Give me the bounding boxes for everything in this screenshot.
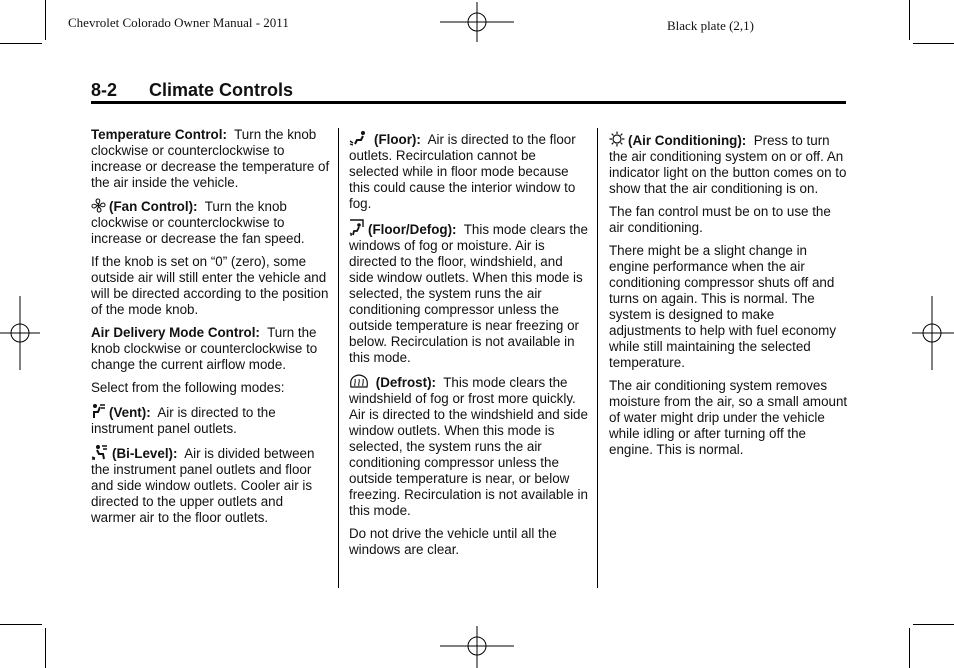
crop-mark xyxy=(0,43,42,44)
body-text: This mode clears the windshield of fog or frost more quickly. Air is directed to the windshield and side window outlets. When this mode is selected, the system runs the air conditioning compressor unless the outside temperature is near, or below freezing. Recirculation is not available in this mode. xyxy=(349,375,588,518)
column-divider xyxy=(338,128,339,588)
registration-mark-icon xyxy=(912,296,954,370)
paragraph: Select from the following modes: xyxy=(91,380,285,395)
registration-mark-icon xyxy=(440,2,514,42)
column-2 xyxy=(349,130,589,565)
term: (Defrost): xyxy=(375,375,436,390)
body-text: Air is directed to the instrument panel outlets. xyxy=(91,405,276,436)
column-1 xyxy=(91,127,331,533)
paragraph xyxy=(349,373,589,519)
bilevel-mode-icon xyxy=(91,444,109,460)
paragraph xyxy=(91,325,331,373)
crop-mark xyxy=(45,628,46,668)
paragraph xyxy=(91,198,331,247)
heading-rule xyxy=(91,101,846,104)
defrost-mode-icon xyxy=(349,373,369,389)
body-text: Air is directed to the floor outlets. Recirculation cannot be selected while in floor mode because this could cause the interior window to fog. xyxy=(349,132,576,211)
term: (Floor): xyxy=(374,132,421,147)
body-text: Turn the knob clockwise or counterclockwise to increase or decrease the temperature of the air inside the vehicle. xyxy=(91,127,330,190)
running-header-right: Black plate (2,1) xyxy=(667,18,754,33)
term: Temperature Control: xyxy=(91,127,227,142)
section-title: Climate Controls xyxy=(149,80,294,100)
body-text: This mode clears the windows of fog or moisture. Air is directed to the floor, windshield, and side window outlets. When this mode is selected, the system runs the air conditioning compressor unless the outside temperature is near freezing or below. Recirculation is not available in this mode. xyxy=(349,222,589,365)
crop-mark xyxy=(909,628,910,668)
crop-mark xyxy=(0,624,42,625)
registration-mark-icon xyxy=(0,296,40,370)
crop-mark xyxy=(913,43,954,44)
paragraph: There might be a slight change in engine performance when the air conditioning compressor shuts off and turns on again. This is normal. The system is designed to make adjustments to help with fuel economy while still maintaining the selected temperature. xyxy=(609,243,837,370)
fan-icon xyxy=(91,198,106,213)
term: (Fan Control): xyxy=(109,199,198,214)
paragraph xyxy=(91,403,331,437)
term: (Floor/Defog): xyxy=(368,222,457,237)
crop-mark xyxy=(45,0,46,40)
term: (Vent): xyxy=(109,405,151,420)
floor-defog-mode-icon xyxy=(349,219,365,236)
paragraph xyxy=(91,127,331,191)
paragraph: Do not drive the vehicle until all the windows are clear. xyxy=(349,526,557,557)
section-heading xyxy=(91,80,846,102)
section-number: 8-2 xyxy=(91,80,118,100)
crop-mark xyxy=(909,0,910,40)
body-text: Turn the knob clockwise or counterclockwise to increase or decrease the fan speed. xyxy=(91,199,305,246)
paragraph xyxy=(609,131,849,197)
paragraph: The fan control must be on to use the air conditioning. xyxy=(609,204,831,235)
body-text: Turn the knob clockwise or counterclockwise to change the current airflow mode. xyxy=(91,325,318,372)
vent-mode-icon xyxy=(91,403,106,419)
paragraph: The air conditioning system removes moisture from the air, so a small amount of water might drip under the vehicle while idling or after turning off the engine. This is normal. xyxy=(609,378,848,457)
registration-mark-icon xyxy=(440,626,514,668)
crop-mark xyxy=(913,624,954,625)
column-divider xyxy=(597,128,598,588)
term: (Bi-Level): xyxy=(112,446,178,461)
body-text: Air is divided between the instrument panel outlets and floor and side window outlets. Cooler air is directed to the upper outlets and warmer air to the floor outlets. xyxy=(91,446,315,525)
term: Air Delivery Mode Control: xyxy=(91,325,260,340)
paragraph: If the knob is set on “0” (zero), some outside air will still enter the vehicle and will be directed according to the position of the mode knob. xyxy=(91,254,329,317)
paragraph xyxy=(349,130,589,212)
air-conditioning-icon xyxy=(609,131,625,147)
column-3 xyxy=(609,131,849,465)
floor-mode-icon xyxy=(349,130,371,146)
running-header-left: Chevrolet Colorado Owner Manual - 2011 xyxy=(68,15,289,30)
term: (Air Conditioning): xyxy=(628,133,747,148)
body-text: Press to turn the air conditioning system on or off. An indicator light on the button comes on to show that the air conditioning is on. xyxy=(609,133,847,196)
paragraph xyxy=(91,444,331,526)
paragraph xyxy=(349,219,589,366)
